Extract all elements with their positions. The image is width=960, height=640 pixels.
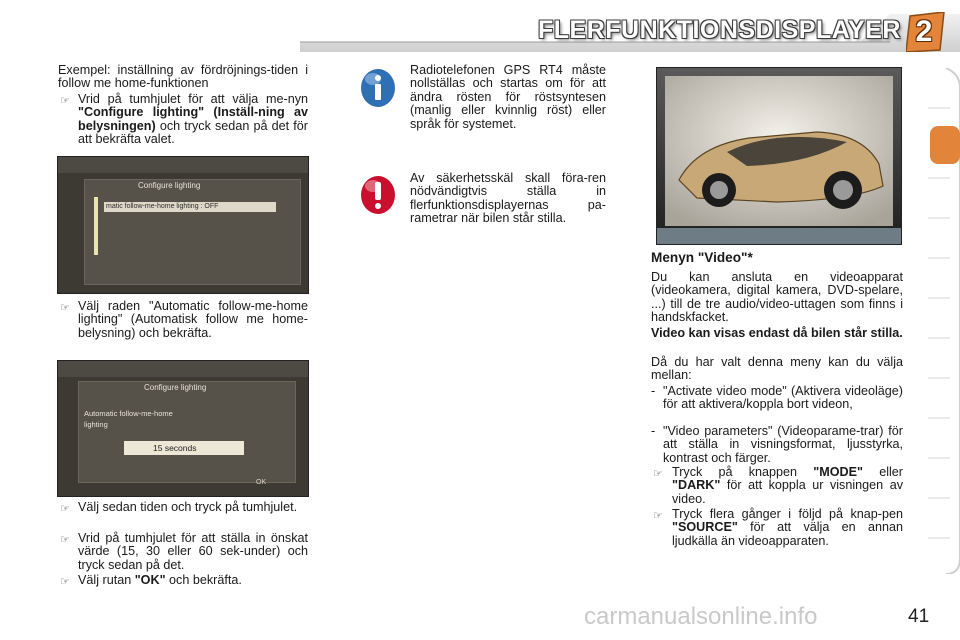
pointing-hand-icon: ☞ [60, 95, 70, 107]
pointing-hand-icon: ☞ [60, 302, 70, 314]
mode-dark-instruction: Tryck på knappen "MODE" eller "DARK" för att koppla ur visningen av video. [672, 465, 904, 506]
page-number: 41 [908, 606, 930, 627]
list-item: "Activate video mode" (Aktivera videoläge) för att aktivera/koppla bort videon, [663, 384, 903, 412]
step-4: Vrid på tumhjulet för att ställa in önskat värde (15, 30 eller 60 sek-under) och tryck sedan på det. [78, 531, 308, 572]
intro-text: Exempel: inställning av fördröjnings-tiden i follow me home-funktionen [58, 63, 308, 91]
video-display-photo [656, 67, 902, 245]
pointing-hand-icon: ☞ [60, 534, 70, 546]
pointing-hand-icon: ☞ [653, 468, 663, 480]
exclamation-icon [359, 174, 397, 216]
source-instruction: Tryck flera gånger i följd på knap-pen "SOURCE" för att välja en annan ljudkälla än videoapparaten. [672, 507, 903, 548]
chapter-number: 2 [915, 15, 933, 48]
warning-note: Av säkerhetsskäl skall föra-ren nödvändigtvis ställa in flerfunktionsdisplayernas pa-rametrar när bilen står stilla. [410, 171, 606, 226]
watermark: carmanualsonline.info [584, 603, 818, 630]
pointing-hand-icon: ☞ [60, 576, 70, 588]
pointing-hand-icon: ☞ [60, 503, 70, 515]
info-icon [359, 67, 397, 109]
step-3: Välj sedan tiden och tryck på tumhjulet. [78, 500, 298, 514]
video-para-2: Video kan visas endast då bilen står stilla. [651, 326, 903, 340]
page-title: FLERFUNKTIONSDISPLAYER [538, 16, 901, 44]
pointing-hand-icon: ☞ [653, 510, 663, 522]
video-para-3: Då du har valt denna meny kan du välja mellan: [651, 355, 903, 383]
chapter-tabs [926, 68, 960, 574]
screen-configure-lighting-1: Configure lighting matic follow-me-home lighting : OFF [57, 156, 309, 294]
video-menu-heading: Menyn "Video"* [651, 250, 753, 265]
car-image [657, 68, 901, 244]
screen-configure-lighting-2: Configure lighting Automatic follow-me-home lighting 15 seconds OK [57, 360, 309, 497]
list-item: "Video parameters" (Videoparame-trar) för att ställa in visningsformat, ljusstyrka, kontrast och färger. [663, 424, 903, 465]
step-1: Vrid på tumhjulet för att välja me-nyn "Configure lighting" (Inställ-ning av belysningen) och tryck sedan på det för att bekräfta valet. [78, 92, 308, 147]
info-note: Radiotelefonen GPS RT4 måste nollställas och startas om för att ändra rösten för röstsyntesen (manlig eller kvinnlig röst) eller språk för systemet. [410, 63, 606, 131]
video-para-1: Du kan ansluta en videoapparat (videokamera, digital kamera, DVD-spelare, ...) till de tre audio/video-uttagen som finns i handskfacket. [651, 270, 903, 325]
step-5: Välj rutan "OK" och bekräfta. [78, 573, 242, 587]
step-2: Välj raden "Automatic follow-me-home lighting" (Automatisk follow me home-belysning) och bekräfta. [78, 299, 308, 340]
